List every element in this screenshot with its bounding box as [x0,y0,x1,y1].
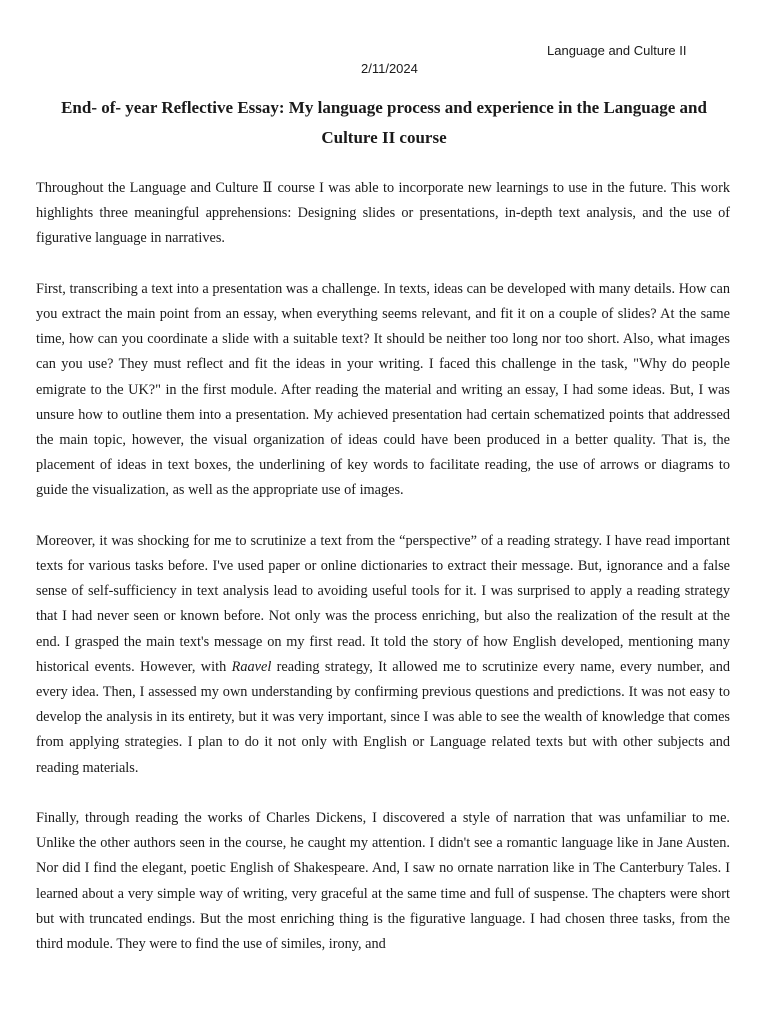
paragraph-reading-strategy-part-2: reading strategy, It allowed me to scrutinize every name, every number, and every idea. Then, I assessed my own understanding by confirming previous questions and predictions. It was not easy to develop the analysis in its entirety, but it was very important, since I was able to see the wealth of knowledge that comes from applying strategies. I plan to do it not only with English or Language related texts but with other subjects and reading materials. [36,658,730,776]
paragraph-presentations: First, transcribing a text into a presentation was a challenge. In texts, ideas can be developed with many details. How can you extract the main point from an essay, when everything seems relevant, and fit it on a couple of slides? At the same time, how can you coordinate a slide with a suitable text? It should be neither too long nor too short. Also, what images can you use? They must reflect and fit the ideas in your writing. I faced this challenge in the task, "Why do people emigrate to the UK?" in the first module. After reading the material and writing an essay, I had some ideas. But, I was unsure how to outline them into a presentation. My achieved presentation had certain schematized points that addressed the main topic, however, the visual organization of ideas could have been produced in a better quality. That is, the placement of ideas in text boxes, the underlining of key words to facilitate reading, the use of arrows or diagrams to guide the visualization, as well as the appropriate use of images. [36,280,730,499]
date-header: 2/11/2024 [361,61,418,76]
paragraph-reading-strategy [36,529,730,781]
strategy-name-italic: Raavel [231,658,272,675]
paragraph-intro: Throughout the Language and Culture Ⅱ course I was able to incorporate new learnings to use in the future. This work highlights three meaningful apprehensions: Designing slides or presentations, in-depth text analysis, and the use of figurative language in narratives. [36,180,730,247]
essay-body [36,176,730,957]
paragraph-dickens: Finally, through reading the works of Charles Dickens, I discovered a style of narration that was unfamiliar to me. Unlike the other authors seen in the course, he caught my attention. I didn't see a romantic language like in Jane Austen. Nor did I find the elegant, poetic English of Shakespeare. And, I saw no ornate narration like in The Canterbury Tales. I learned about a very simple way of writing, very graceful at the same time and full of suspense. The chapters were short but with truncated endings. But the most enriching thing is the figurative language. I had chosen three tasks, from the third module. They were to find the use of similes, irony, and [36,810,730,953]
essay-title: End- of- year Reflective Essay: My language process and experience in the Language and Culture II course [61,98,707,147]
course-name-header: Language and Culture II [547,43,687,58]
paragraph-reading-strategy-part-1: Moreover, it was shocking for me to scrutinize a text from the “perspective” of a reading strategy. I have read important texts for various tasks before. I've used paper or online dictionaries to extract their message. But, ignorance and a false sense of self-sufficiency in text analysis lead to avoiding useful tools for it. I was surprised to apply a reading strategy that I had never seen or known before. Not only was the process enriching, but also the realization of the result at the end. I grasped the main text's message on my first read. It told the story of how English developed, mentioning many historical events. However, with [36,532,730,675]
